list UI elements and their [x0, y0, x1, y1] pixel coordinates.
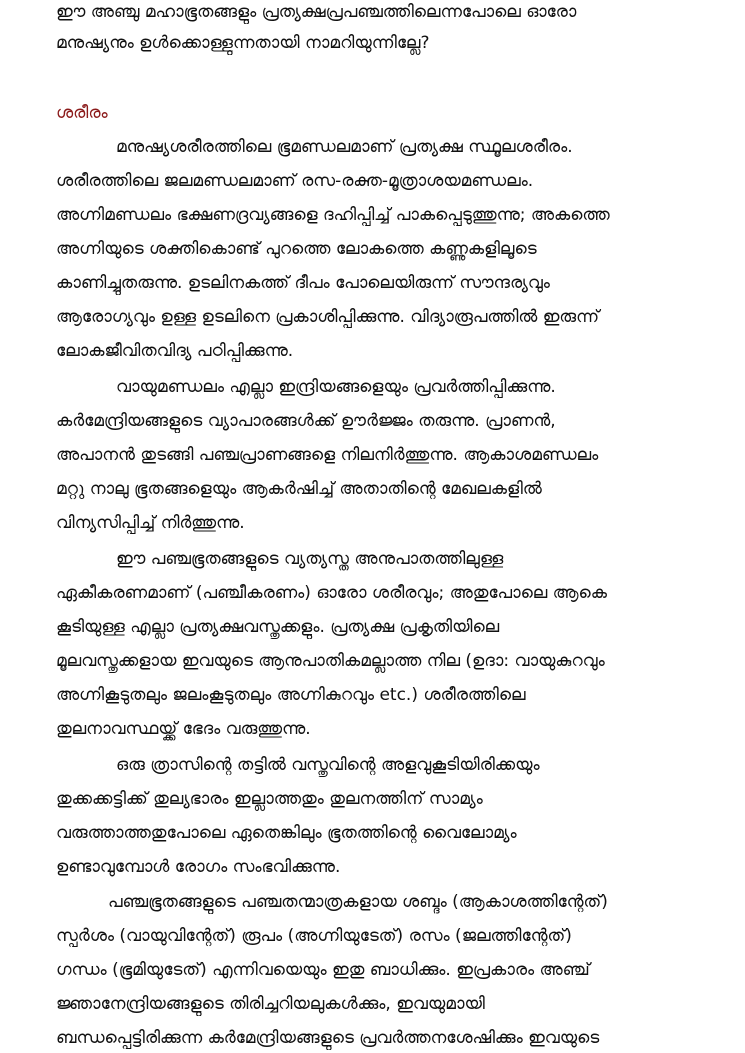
text-line: മൂലവസ്തുക്കളായ ഇവയുടെ ആനുപാതികമല്ലാത്ത നില (ഉദാ: വായുകുറവും	[56, 651, 605, 671]
text-line: അഗ്നിയുടെ ശക്തികൊണ്ട് പുറത്തെ ലോകത്തെ കണ്ണുകളിലൂടെ	[56, 239, 537, 259]
text-line: ജ്ഞാനേന്ദ്രിയങ്ങളുടെ തിരിച്ചറിയലുകൾക്കും, ഇവയുമായി	[56, 994, 485, 1014]
text-line: ഈ അഞ്ചു മഹാഭൂതങ്ങളും പ്രത്യക്ഷപ്രപഞ്ചത്തിലെന്നപോലെ ഓരോ	[56, 2, 577, 22]
text-line: കൂടിയുള്ള എല്ലാ പ്രത്യക്ഷവസ്തുക്കളും. പ്രത്യക്ഷ പ്രകൃതിയിലെ	[56, 617, 500, 637]
text-line: ആരോഗ്യവും ഉള്ള ഉടലിനെ പ്രകാശിപ്പിക്കുന്നു. വിദ്യാരൂപത്തിൽ ഇരുന്ന്	[56, 307, 600, 327]
text-line: ഏകീകരണമാണ് (പഞ്ചീകരണം) ഓരോ ശരീരവും; അതുപോലെ ആകെ	[56, 583, 607, 603]
section-heading: ശരീരം	[56, 103, 108, 123]
text-line: തുലനാവസ്ഥയ്ക്ക് ഭേദം വരുത്തുന്നു.	[56, 719, 311, 739]
text-line: ലോകജീവിതവിദ്യ പഠിപ്പിക്കുന്നു.	[56, 341, 294, 361]
text-line: ഉണ്ടാവുമ്പോൾ രോഗം സംഭവിക്കുന്നു.	[56, 857, 341, 877]
text-line: ബന്ധപ്പെട്ടിരിക്കുന്ന കർമേന്ദ്രിയങ്ങളുടെ പ്രവർത്തനശേഷിക്കും ഇവയുടെ	[56, 1028, 600, 1048]
text-line: അപാനൻ തുടങ്ങി പഞ്ചപ്രാണങ്ങളെ നിലനിർത്തുന്നു. ആകാശമണ്ഡലം	[56, 445, 599, 465]
paragraph-first-line: വായുമണ്ഡലം എല്ലാ ഇന്ദ്രിയങ്ങളെയും പ്രവർത്തിപ്പിക്കുന്നു.	[116, 377, 556, 397]
text-line: സ്പർശം (വായുവിന്റേത്) രൂപം (അഗ്നിയുടേത്) രസം (ജലത്തിന്റേത്)	[56, 926, 572, 946]
text-line: അഗ്നിമണ്ഡലം ഭക്ഷണദ്രവ്യങ്ങളെ ദഹിപ്പിച്ച് പാകപ്പെടുത്തുന്നു; അകത്തെ	[56, 205, 610, 225]
text-line: ഗന്ധം (ഭൂമിയുടേത്) എന്നിവയെയും ഇതു ബാധിക്കും. ഇപ്രകാരം അഞ്ച്	[56, 960, 590, 980]
paragraph-first-line: മനുഷ്യശരീരത്തിലെ ഭൂമണ്ഡലമാണ് പ്രത്യക്ഷ സ്ഥൂലശരീരം.	[116, 137, 573, 157]
text-line: വരുത്താത്തതുപോലെ ഏതെങ്കിലും ഭൂതത്തിന്റെ വൈലോമ്യം	[56, 823, 517, 843]
text-line: മറ്റു നാലു ഭൂതങ്ങളെയും ആകർഷിച്ച് അതാതിന്റെ മേഖലകളിൽ	[56, 479, 542, 499]
paragraph-first-line: ഒരു ത്രാസിന്റെ തട്ടിൽ വസ്തുവിന്റെ അളവുകൂടിയിരിക്കയും	[116, 755, 540, 775]
text-line: അഗ്നികൂടുതലും ജലംകൂടുതലും അഗ്നികുറവും etc.) ശരീരത്തിലെ	[56, 685, 526, 705]
text-line: വിന്യസിപ്പിച്ച് നിർത്തുന്നു.	[56, 513, 245, 533]
text-line: കാണിച്ചുതരുന്നു. ഉടലിനകത്ത് ദീപം പോലെയിരുന്ന് സൗന്ദര്യവും	[56, 273, 550, 293]
text-line: തുക്കക്കട്ടിക്ക് തുല്യഭാരം ഇല്ലാത്തതും തുലനത്തിന് സാമ്യം	[56, 789, 483, 809]
text-line: ശരീരത്തിലെ ജലമണ്ഡലമാണ് രസ-രക്ത-മൂത്രാശയമണ്ഡലം.	[56, 171, 534, 191]
paragraph-first-line: പഞ്ചഭൂതങ്ങളുടെ പഞ്ചതന്മാത്രകളായ ശബ്ദം (ആകാശത്തിന്റേത്)	[108, 892, 608, 912]
text-line: മനുഷ്യനും ഉൾക്കൊള്ളുന്നതായി നാമറിയുന്നില്ലേ?	[56, 33, 430, 53]
paragraph-first-line: ഈ പഞ്ചഭൂതങ്ങളുടെ വ്യത്യസ്ത അനുപാതത്തിലുള്ള	[116, 549, 504, 569]
text-line: കർമേന്ദ്രിയങ്ങളുടെ വ്യാപാരങ്ങൾക്ക് ഊർജ്ജം തരുന്നു. പ്രാണൻ,	[56, 411, 556, 431]
